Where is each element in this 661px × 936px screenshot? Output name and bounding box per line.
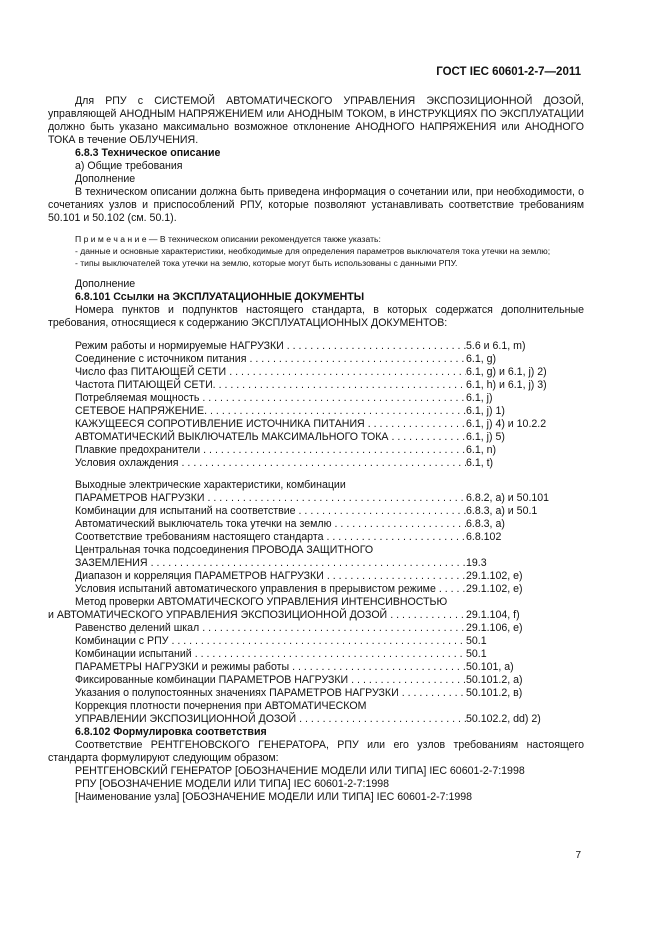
reference-clause: 6.1, j) (466, 392, 493, 404)
reference-row (75, 340, 584, 353)
reference-row (75, 557, 584, 570)
reference-clause: 50.102.2, dd) 2) (466, 713, 541, 725)
reference-label: Условия охлаждения (75, 457, 179, 469)
reference-clause: 6.1, j) 5) (466, 431, 505, 443)
reference-row (75, 366, 584, 379)
reference-clause: 6.1, g) (466, 353, 497, 365)
reference-group-2 (48, 479, 584, 726)
reference-row (75, 492, 584, 505)
section-6-8-101-paragraph: Номера пунктов и подпунктов настоящего стандарта, в которых содержатся дополнительные требования, относящиеся к содержанию ЭКСПЛУАТАЦИОННЫХ ДОКУМЕНТОВ: (48, 304, 584, 329)
section-6-8-3-subheading: а) Общие требования (75, 160, 183, 172)
reference-label: Комбинации испытаний (75, 648, 192, 660)
reference-label: АВТОМАТИЧЕСКИЙ ВЫКЛЮЧАТЕЛЬ МАКСИМАЛЬНОГО ТОКА (75, 431, 389, 443)
reference-clause: 50.1 (466, 648, 487, 660)
reference-label: Соединение с источником питания (75, 353, 247, 365)
reference-label: ПАРАМЕТРЫ НАГРУЗКИ и режимы работы (75, 661, 290, 673)
reference-clause: 29.1.104, f) (466, 609, 520, 621)
reference-clause: 6.1, j) 1) (466, 405, 505, 417)
section-6-8-102-heading: 6.8.102 Формулировка соответствия (75, 726, 267, 738)
reference-label-line: Выходные электрические характеристики, комбинации (75, 479, 346, 491)
reference-row (75, 392, 584, 405)
reference-clause: 6.1, h) и 6.1, j) 3) (466, 379, 547, 391)
reference-row (75, 674, 584, 687)
reference-clause: 19.3 (466, 557, 487, 569)
section-6-8-3-heading: 6.8.3 Техническое описание (75, 147, 221, 159)
reference-label-line: Центральная точка подсоединения ПРОВОДА ЗАЩИТНОГО (75, 544, 374, 556)
intro-paragraph: Для РПУ с СИСТЕМОЙ АВТОМАТИЧЕСКОГО УПРАВЛЕНИЯ ЭКСПОЗИЦИОННОЙ ДОЗОЙ, управляющей АНОДНЫМ НАПРЯЖЕНИЕМ или АНОДНЫМ ТОКОМ, в ИНСТРУКЦИЯХ ПО ЭКСПЛУАТАЦИИ должно быть указано максимально возможное отклонение АНОДНОГО НАПРЯЖЕНИЯ или АНОДНОГО ТОКА в течение ОБЛУЧЕНИЯ. (48, 95, 584, 146)
section-6-8-102-paragraph: Соответствие РЕНТГЕНОВСКОГО ГЕНЕРАТОРА, РПУ или его узлов требованиям настоящего стандарта формулируют следующим образом: (48, 739, 584, 764)
compliance-statement-unit: [Наименование узла] [ОБОЗНАЧЕНИЕ МОДЕЛИ ИЛИ ТИПА] IEC 60601-2-7:1998 (75, 791, 473, 803)
reference-label: Частота ПИТАЮЩЕЙ СЕТИ. (75, 379, 216, 391)
reference-row (75, 457, 584, 470)
reference-clause: 6.1, g) и 6.1, j) 2) (466, 366, 547, 378)
reference-label-line: Коррекция плотности почернения при АВТОМАТИЧЕСКОМ (75, 700, 367, 712)
reference-label: Комбинации с РПУ (75, 635, 169, 647)
note-block (48, 233, 584, 269)
reference-label: ЗАЗЕМЛЕНИЯ (75, 557, 148, 569)
reference-list (48, 340, 584, 726)
reference-clause: 29.1.106, е) (466, 622, 523, 634)
page-number: 7 (575, 850, 581, 861)
section-6-8-3-paragraph: В техническом описании должна быть приведена информация о сочетании или, при необходимости, о сочетаниях узлов и приспособлений РПУ, которые позволяют устанавливать соответствие требованиям 50.101 и 50.102 (см. 50.1). (48, 186, 584, 224)
reference-row (75, 622, 584, 635)
reference-row (75, 661, 584, 674)
page-content (48, 95, 584, 804)
note-lead: П р и м е ч а н и е — В техническом описании рекомендуется также указать: (75, 234, 381, 244)
compliance-statement-generator: РЕНТГЕНОВСКИЙ ГЕНЕРАТОР [ОБОЗНАЧЕНИЕ МОДЕЛИ ИЛИ ТИПА] IEC 60601-2-7:1998 (75, 765, 525, 777)
reference-row (75, 635, 584, 648)
reference-clause: 50.101, а) (466, 661, 514, 673)
reference-clause: 50.101.2, а) (466, 674, 523, 686)
reference-clause: 50.1 (466, 635, 487, 647)
reference-row (75, 353, 584, 366)
reference-row (75, 570, 584, 583)
reference-clause: 6.1, t) (466, 457, 494, 469)
note-item-2: - типы выключателей тока утечки на землю, которые могут быть использованы с данными РПУ. (75, 258, 458, 268)
reference-row (75, 379, 584, 392)
reference-label: Диапазон и корреляция ПАРАМЕТРОВ НАГРУЗКИ (75, 570, 324, 582)
section-6-8-101-heading: 6.8.101 Ссылки на ЭКСПЛУАТАЦИОННЫЕ ДОКУМЕНТЫ (75, 291, 365, 303)
reference-label: Потребляемая мощность (75, 392, 200, 404)
reference-clause: 6.8.2, а) и 50.101 (466, 492, 550, 504)
reference-label: Число фаз ПИТАЮЩЕЙ СЕТИ (75, 366, 227, 378)
reference-row (75, 505, 584, 518)
reference-clause: 6.8.3, а) (466, 518, 505, 530)
reference-label: Условия испытаний автоматического управления в прерывистом режиме (75, 583, 436, 595)
reference-group-1 (75, 340, 584, 470)
reference-clause: 29.1.102, е) (466, 570, 523, 582)
reference-label: ПАРАМЕТРОВ НАГРУЗКИ (75, 492, 205, 504)
reference-label: Плавкие предохранители (75, 444, 201, 456)
reference-row (75, 405, 584, 418)
reference-label: Режим работы и нормируемые НАГРУЗКИ (75, 340, 284, 352)
reference-label: Фиксированные комбинации ПАРАМЕТРОВ НАГРУЗКИ (75, 674, 349, 686)
reference-row (75, 648, 584, 661)
reference-label: Указания о полупостоянных значениях ПАРАМЕТРОВ НАГРУЗКИ (75, 687, 399, 699)
section-6-8-3-addition: Дополнение (75, 173, 136, 185)
section-6-8-101-addition: Дополнение (75, 278, 136, 290)
reference-label-line: Метод проверки АВТОМАТИЧЕСКОГО УПРАВЛЕНИЯ ИНТЕНСИВНОСТЬЮ (75, 596, 448, 608)
reference-row (75, 418, 584, 431)
reference-clause: 6.1, j) 4) и 10.2.2 (466, 418, 547, 430)
reference-clause: 29.1.102, е) (466, 583, 523, 595)
reference-label: Автоматический выключатель тока утечки на землю (75, 518, 332, 530)
reference-clause: 6.1, n) (466, 444, 497, 456)
compliance-statement-rpu: РПУ [ОБОЗНАЧЕНИЕ МОДЕЛИ ИЛИ ТИПА] IEC 60601-2-7:1998 (75, 778, 390, 790)
reference-label: СЕТЕВОЕ НАПРЯЖЕНИЕ. (75, 405, 208, 417)
reference-row (75, 687, 584, 700)
reference-row (75, 531, 584, 544)
reference-row (75, 431, 584, 444)
reference-label: КАЖУЩЕЕСЯ СОПРОТИВЛЕНИЕ ИСТОЧНИКА ПИТАНИЯ (75, 418, 365, 430)
reference-clause: 5.6 и 6.1, m) (466, 340, 526, 352)
reference-row (75, 518, 584, 531)
note-item-1: - данные и основные характеристики, необходимые для определения параметров выключателя тока утечки на землю; (75, 246, 551, 256)
reference-row (48, 609, 584, 622)
document-header: ГОСТ IEC 60601-2-7—2011 (436, 66, 581, 78)
reference-clause: 50.101.2, в) (466, 687, 523, 699)
reference-row (75, 444, 584, 457)
reference-clause: 6.8.3, а) и 50.1 (466, 505, 538, 517)
reference-label: УПРАВЛЕНИИ ЭКСПОЗИЦИОННОЙ ДОЗОЙ (75, 713, 297, 725)
reference-clause: 6.8.102 (466, 531, 502, 543)
reference-label: Комбинации для испытаний на соответствие (75, 505, 296, 517)
reference-label: и АВТОМАТИЧЕСКОГО УПРАВЛЕНИЯ ЭКСПОЗИЦИОННОЙ ДОЗОЙ (48, 609, 388, 621)
reference-row (75, 713, 584, 726)
reference-row (75, 583, 584, 596)
reference-label: Равенство делений шкал (75, 622, 200, 634)
reference-label: Соответствие требованиям настоящего стандарта (75, 531, 324, 543)
